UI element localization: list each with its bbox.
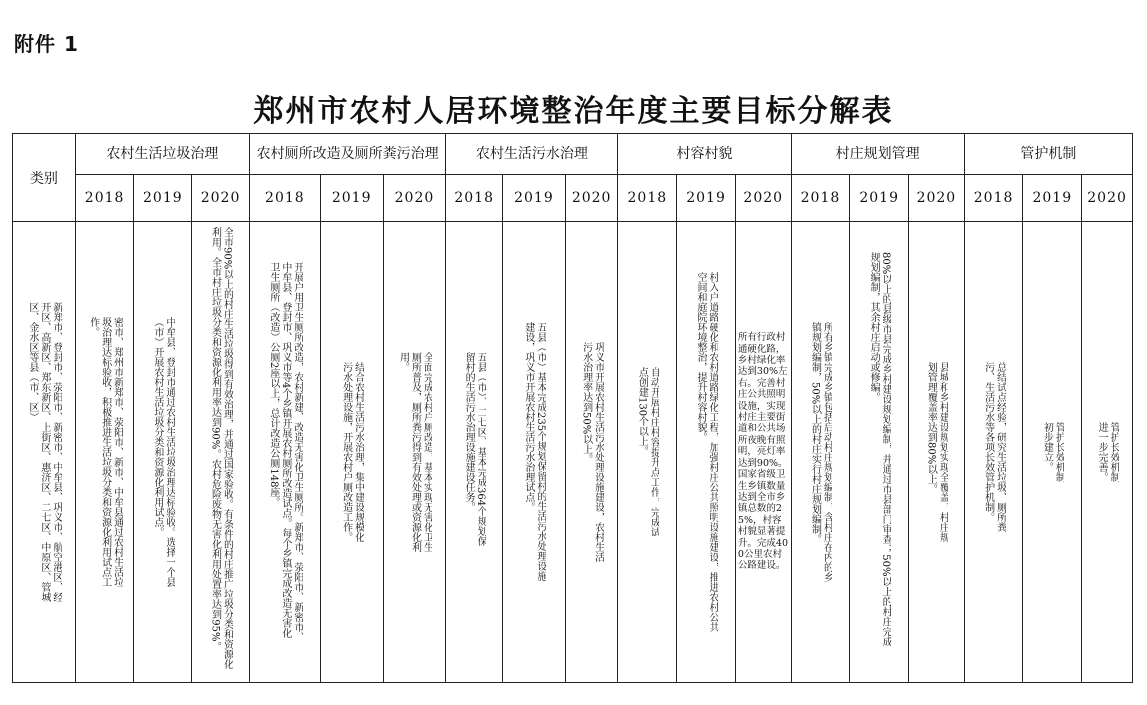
target-breakdown-table <box>12 133 1133 683</box>
year-header: 2020 <box>909 175 965 222</box>
year-header: 2019 <box>1023 175 1082 222</box>
group-header-toilet: 农村厕所改造及厕所粪污治理 <box>249 134 445 175</box>
group-header-maintenance: 管护机制 <box>964 134 1132 175</box>
year-header: 2020 <box>565 175 618 222</box>
garbage-2020-text: 全市90%以上的村庄生活垃圾得到有效治理，并通过国家验收。有条件的村庄推广垃圾分类和资源化利用。全市村庄垃圾分类和资源化利用率达到90%。农村危险废物无害化利用处置率达到95%。 <box>209 227 233 670</box>
year-header: 2020 <box>383 175 446 222</box>
garbage-2019-text: 中牟县、登封市通过农村生活垃圾治理达标验收。选择一个县（市）开展农村生活垃圾分类和资源化利用试点。 <box>151 317 175 587</box>
target-cell <box>134 222 192 683</box>
target-cell <box>909 222 965 683</box>
target-cell <box>192 222 250 683</box>
maintenance-2018-text: 总结试点经验，研究生活垃圾、厕所粪污、生活污水等各项长效管护机制。 <box>982 362 1006 532</box>
year-header: 2018 <box>446 175 503 222</box>
target-cell <box>320 222 383 683</box>
year-header: 2019 <box>320 175 383 222</box>
document-title: 郑州市农村人居环境整治年度主要目标分解表 <box>253 94 894 129</box>
target-cell <box>735 222 791 683</box>
target-cell <box>964 222 1023 683</box>
appearance-2020-text: 所有行政村通硬化路，乡村绿化率达到30%左右。完善村庄公共照明设施，实现村庄主要街道和公共场所夜晚有照明，亮灯率达到90%。国家省级卫生乡镇数量达到全市乡镇总数的25%，村容村貌显著提升。完成400公里农村公路建设。 <box>737 332 788 572</box>
maintenance-2020-text: 管护长效机制进一步完善。 <box>1096 422 1120 482</box>
target-cell <box>1082 222 1133 683</box>
sewage-2018-text: 五县（市）、二七区、基本完成364个规划保留村的生活污水治理设施建设任务。 <box>463 352 487 547</box>
target-cell <box>791 222 850 683</box>
planning-2019-text: 80%以上的县级市县完成乡村建设规划编制，并通过市县部门审查；50%以上的村庄完成规划编制，其余村庄启动或修编。 <box>868 252 892 647</box>
year-header: 2019 <box>850 175 909 222</box>
year-header: 2018 <box>618 175 677 222</box>
year-header: 2019 <box>134 175 192 222</box>
year-header: 2020 <box>1082 175 1133 222</box>
sewage-2019-text: 五县（市）基本完成235个规划保留村的生活污水处理设施建设，巩义市开展农村生活污水治理试点。 <box>522 322 546 582</box>
attachment-label: 附件 1 <box>14 32 79 56</box>
garbage-2018-text: 密市、郑州市新郑市、荥阳市、新市、中牟县通过农村生活垃圾治理达标验收，积极推进生活垃圾分类和资源化利用试点工作。 <box>87 317 123 587</box>
category-header: 类别 <box>13 134 76 222</box>
year-header: 2020 <box>192 175 250 222</box>
target-cell <box>677 222 736 683</box>
maintenance-2019-text: 管护长效机制初步建立。 <box>1041 422 1065 482</box>
category-cell <box>13 222 76 683</box>
group-header-sewage: 农村生活污水治理 <box>446 134 618 175</box>
planning-2020-text: 县城和乡村建设规划实现全覆盖，村庄规划管理覆盖率达到80%以上。 <box>925 362 949 542</box>
target-cell <box>1023 222 1082 683</box>
year-header: 2018 <box>75 175 134 222</box>
appearance-2018-text: 自动开展村庄村容提升点工作，完成试点创建130个以上。 <box>636 367 660 537</box>
appearance-2019-text: 村入户道路硬化和农村道路绿化工程，加强村庄公共照明设施建设，推进农村公共空间和庭院环境整治，提升村容村貌。 <box>695 272 719 632</box>
target-cell <box>383 222 446 683</box>
group-header-village-appearance: 村容村貌 <box>618 134 791 175</box>
target-cell <box>618 222 677 683</box>
category-cell-text: 新郑市、登封市、荥阳市、新密市、中牟县、巩义市、航空港区、经开区、高新区、郑东新区、上街区、惠济区、二七区、中原区、管城区、金水区等县（市、区） <box>26 302 62 602</box>
target-cell <box>75 222 134 683</box>
target-cell <box>850 222 909 683</box>
toilet-2018-text: 开展户用卫生厕所改造，农村新建、改造无害化卫生厕所。新郑市、荥阳市、新密市、中牟县、登封市、巩义市等4个乡镇开展农村厕所改造试点。每个乡镇完成改造无害化卫生厕所（改造）公厕2座以上，总计改造公厕148座。 <box>267 262 303 642</box>
year-header: 2020 <box>735 175 791 222</box>
target-cell <box>249 222 320 683</box>
group-header-village-planning: 村庄规划管理 <box>791 134 964 175</box>
year-header: 2019 <box>503 175 566 222</box>
planning-2018-text: 所有乡镇完成乡镇包括启动村庄规划编制，含村庄在内的乡镇规划编制，50%以上的村庄实行村庄规划编制。 <box>809 322 833 582</box>
year-header: 2018 <box>249 175 320 222</box>
year-header: 2018 <box>791 175 850 222</box>
target-cell <box>446 222 503 683</box>
toilet-2020-text: 全面完成农村户厕改造，基本实现无害化卫生厕所普及，厕所粪污得到有效处理或资源化利用。 <box>397 352 433 552</box>
group-header-garbage: 农村生活垃圾治理 <box>75 134 249 175</box>
year-header: 2018 <box>964 175 1023 222</box>
year-header: 2019 <box>677 175 736 222</box>
toilet-2019-text: 结合农村生活污水治理，集中建设规模化污水处理设施，开展农村户厕改造工作。 <box>340 362 364 542</box>
sewage-2020-text: 巩义市开展农村生活污水处理设施建设，农村生活污水治理率达到50%以上。 <box>580 342 604 562</box>
target-cell <box>565 222 618 683</box>
target-cell <box>503 222 566 683</box>
